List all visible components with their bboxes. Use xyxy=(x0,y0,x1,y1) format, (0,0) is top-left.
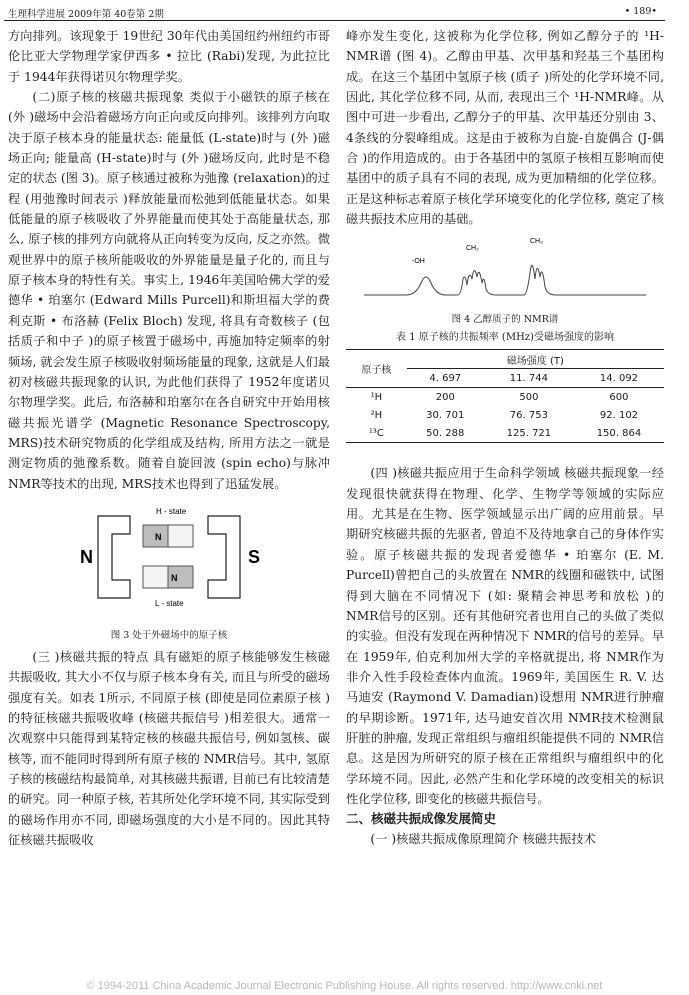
h-state-label: H - state xyxy=(156,506,187,516)
north-pole-label: N xyxy=(80,546,93,567)
table-column-header: 4. 697 xyxy=(407,369,484,388)
table-cell: 500 xyxy=(519,391,539,403)
section-heading: 二、核磁共振成像发展简史 xyxy=(346,811,497,827)
table-1-title: 表 1 原子核的共振频率 (MHz)受磁场强度的影响 xyxy=(396,332,614,344)
table-cell: 150. 864 xyxy=(574,424,664,443)
page-number: • 189• xyxy=(624,6,657,17)
table-cell: ¹H xyxy=(370,391,383,403)
figure-4-ethanol-nmr-spectrum xyxy=(346,233,664,311)
running-header xyxy=(0,0,689,22)
h-state-nucleus xyxy=(143,525,193,547)
table-row-header: 原子核 xyxy=(346,350,407,388)
table-cell: 76. 753 xyxy=(509,409,548,421)
journal-issue: 生理科学进展 2009年第 40卷第 2期 xyxy=(8,9,164,20)
south-pole-magnet xyxy=(208,516,240,598)
header-rule xyxy=(4,20,665,21)
table-cell: 30. 701 xyxy=(426,409,465,421)
table-row xyxy=(346,406,664,424)
table-cell: ²H xyxy=(370,409,383,421)
figure-3-diagram xyxy=(8,502,330,627)
nmr-spectrum-plot xyxy=(346,233,664,311)
paragraph: (一 )核磁共振成像原理简介 核磁共振技术 xyxy=(370,832,596,847)
figure-3-caption: 图 3 处于外磁场中的原子核 xyxy=(110,629,228,641)
ch3-peak-label: CH₃ xyxy=(530,238,543,246)
south-pole-label: S xyxy=(248,546,261,567)
table-cell: ¹³C xyxy=(346,424,407,443)
figure-3-nuclei-in-magnetic-field xyxy=(8,502,330,627)
table-cell: 200 xyxy=(435,391,455,403)
table-cell: 600 xyxy=(609,391,629,403)
paragraph: 方向排列。该现象于 19世纪 30年代由美国纽约州纽约市哥伦比亚大学物理学家伊西多 • 拉比 (Rabi)发现, 为此拉比于 1944年获得诺贝尔物理学奖。 xyxy=(8,29,330,84)
copyright-watermark: © 1994-2011 China Academic Journal Electronic Publishing House. All rights reserved. http://www.cnki.net xyxy=(86,980,603,992)
ch2-peak-label: CH₂ xyxy=(466,245,479,253)
l-state-label: L - state xyxy=(155,598,184,608)
table-row xyxy=(346,424,664,443)
right-column xyxy=(346,26,664,850)
north-pole-magnet xyxy=(98,516,130,598)
table-group-header: 磁场强度 (T) xyxy=(407,350,664,369)
table-row xyxy=(346,388,664,407)
nucleus-label: N xyxy=(155,531,162,542)
left-column xyxy=(8,26,330,850)
table-column-header: 11. 744 xyxy=(484,369,574,388)
paragraph: 峰亦发生变化, 这被称为化学位移, 例如乙醇分子的 ¹H-NMR谱 (图 4)。乙醇由甲基、次甲基和羟基三个基团构成。在这三个基团中氢原子核 (质子 )所处的化学环境不同, 因此, 其化学位移不同, 从而, 表现出三个 ¹H-NMR峰。从图中可进一步看出, 乙醇分子的甲基、次甲基还分别由 3、4条线的分裂峰组成。这是由于被称为自旋-自旋偶合 (J-偶合 )的作用造成的。由于各基团中的氢原子核相互影响而使基团中的质子具有不同的表现, 成为更加精细的化学位移。正是这种标志着原子核化学环境变化的化学位移, 奠定了核磁共振技术应用的基础。 xyxy=(346,29,664,227)
figure-4-caption: 图 4 乙醇质子的 NMR谱 xyxy=(451,314,559,326)
spectrum-trace xyxy=(364,266,646,296)
table-1-resonance-frequencies xyxy=(346,349,664,443)
paragraph: (二)原子核的核磁共振现象 类似于小磁铁的原子核在 (外 )磁场中会沿着磁场方向正向或反向排列。该排列方向取决于原子核本身的能量状态: 能量低 (L-state)时与 (外 )磁场正向; 能量高 (H-state)时与 (外 )磁场反向, 此时是不稳定的状态 (图 3)。原子核通过被称为弛豫 (relaxation)的过程 (用弛豫时间表示 )释放能量而松弛到低能量状态。如果低能量的原子核吸收了外界能量而使其处于高能量状态, 那么, 原子核的排列方向就将从正向转变为反向, 反之亦然。微观世界中的原子核所能吸收的外界能量是量子化的, 而且与原子核本身的特性有关。事实上, 1946年美国哈佛大学的爱德华 • 珀塞尔 (Edward Mills Purcell)和斯坦福大学的费利克斯 • 布洛赫 (Felix Bloch) 发现, 将具有奇数核子 (包括质子和中子 )的原子核置于磁场中, 再施加特定频率的射频场, 就会发生原子核吸收射频场能量的现象, 这就是人们最初对核磁共振现象的认识, 为此他们获得了 1952年度诺贝尔物理学奖。此后, 布洛赫和珀塞尔在各自研究中开始用核磁共振光谱学 (Magnetic Resonance Spectroscopy, MRS)技术研究物质的化学组成及结构, 所用方法之一就是测定物质的弛豫系数。随着自旋回波 (spin echo)与脉冲 NMR等技术的出现, MRS技术也得到了迅猛发展。 xyxy=(8,90,330,491)
l-state-nucleus xyxy=(143,566,193,588)
table-cell: 50. 288 xyxy=(407,424,484,443)
paragraph: (三 )核磁共振的特点 具有磁矩的原子核能够发生核磁共振吸收, 其大小不仅与原子核本身有关, 而且与所受的磁场强度有关。如表 1所示, 不同原子核 (即使是同位素原子核 )的特征核磁共振吸收峰 (核磁共振信号 )相差很大。通常一次观察中只能得到某特定核的核磁共振信号, 例如氢核、碳核等, 而不能同时得到所有原子核的 NMR信号。其中, 氢原子核的核磁结构最简单, 对其核磁共振谱, 目前已有比较清楚的研究。同一种原子核, 若其所处化学环境不同, 其实际受到的磁场作用亦不同, 即磁场强度的大小是不同的。因此其特征核磁共振吸收 xyxy=(8,649,330,847)
oh-peak-label: -OH xyxy=(412,258,425,266)
table-cell: 125. 721 xyxy=(484,424,574,443)
table-cell: 92. 102 xyxy=(599,409,639,421)
nucleus-label: N xyxy=(171,572,178,583)
table-column-header: 14. 092 xyxy=(574,369,664,388)
paragraph: (四 )核磁共振应用于生命科学领域 核磁共振现象一经发现很快就获得在物理、化学、生物学等领域的实际应用。尤其是在生物、医学领域显示出广阔的应用前景。早期研究核磁共振的先驱者, 曾迫不及待地拿自己的身体作实验。原子核磁共振的发现者爱德华 • 珀塞尔 (E. M. Purcell)曾把自己的头放置在 NMR的线圈和磁铁中, 试图得到大脑在不同情况下 (如: 聚精会神思考和放松 )的 NMR信号的区别。还有其他研究者也用自己的头做了类似的实验。但没有发现在两种情况下 NMR的信号的差异。早在 1959年, 伯克利加州大学的辛格就提出, 将 NMR作为非介入性手段检查体内血流。1969年, 美国医生 R. V. 达马迪安 (Raymond V. Damadian)设想用 NMR进行肿瘤的早期诊断。1971年, 达马迪安首次用 NMR技术检测鼠肝脏的肿瘤, 发现正常组织与瘤组织能提供不同的 NMR信息。这是因为所研究的原子核在正常组织与瘤组织中的化学环境不同。因此, 必然产生和化学环境的改变相关的标识性化学位移, 即变化的核磁共振信号。 xyxy=(346,466,664,806)
